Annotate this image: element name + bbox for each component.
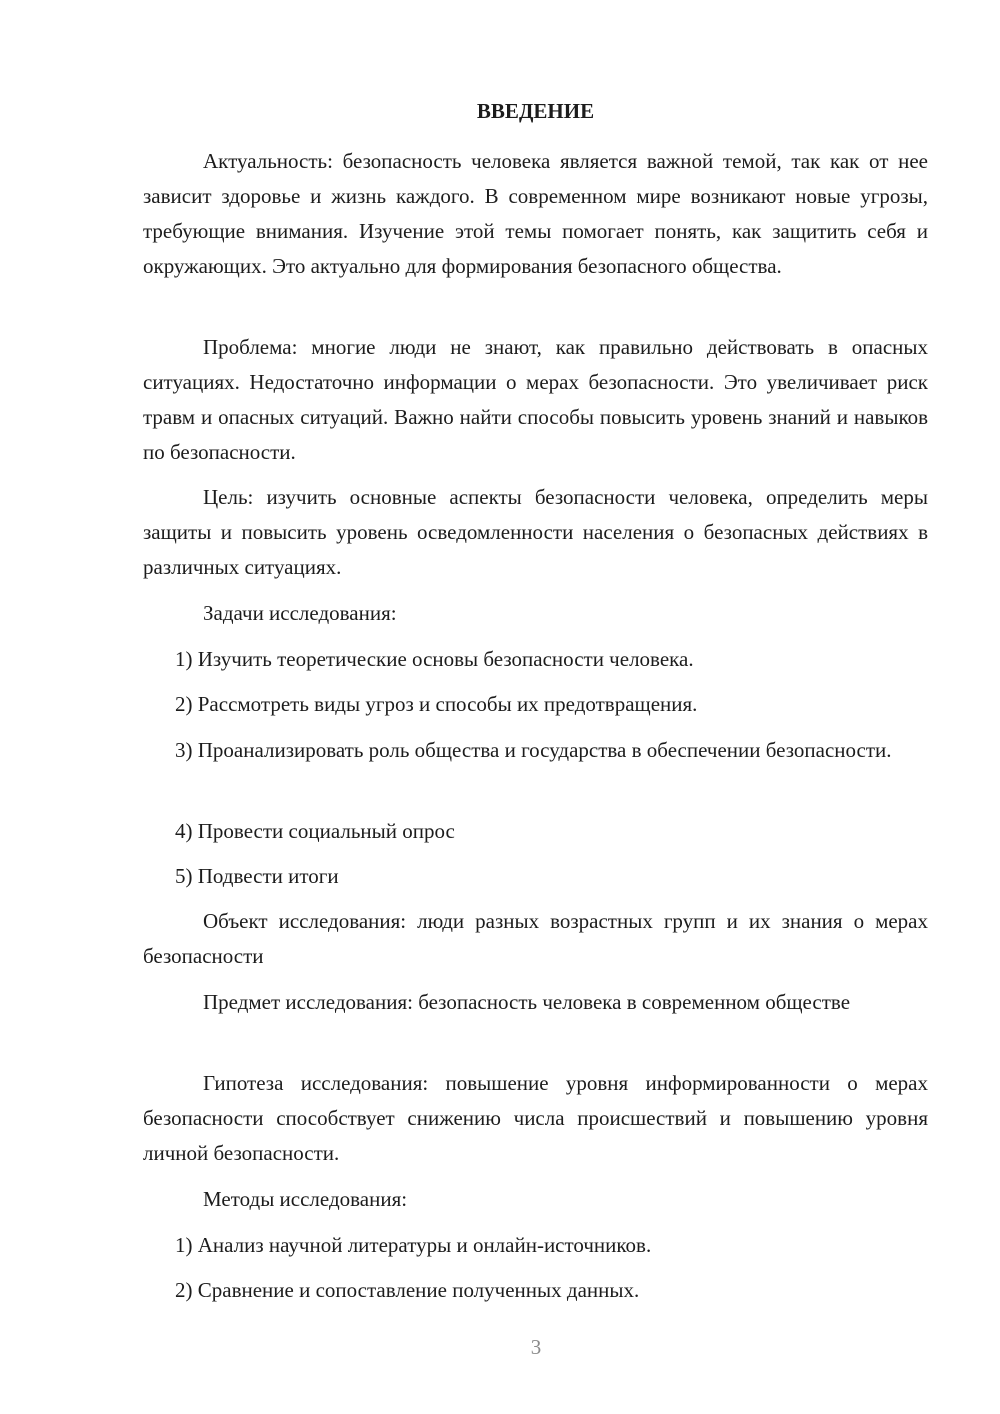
object-paragraph: Объект исследования: люди разных возрастных групп и их знания о мерах безопасности: [143, 909, 928, 968]
methods-heading: Методы исследования:: [203, 1187, 408, 1211]
tasks-heading: Задачи исследования:: [203, 601, 397, 625]
page-title: ВВЕДЕНИЕ: [476, 99, 595, 123]
problem-paragraph: Проблема: многие люди не знают, как правильно действовать в опасных ситуациях. Недостаточно информации о мерах безопасности. Это увеличивает риск травм и опасных ситуаций. Важно найти способы повысить уровень знаний и навыков по безопасности.: [143, 335, 928, 464]
relevance-paragraph: Актуальность: безопасность человека является важной темой, так как от нее зависит здоровье и жизнь каждого. В современном мире возникают новые угрозы, требующие внимания. Изучение этой темы помогает понять, как защитить себя и окружающих. Это актуально для формирования безопасного общества.: [143, 149, 928, 278]
hypothesis-paragraph: Гипотеза исследования: повышение уровня информированности о мерах безопасности способствует снижению числа происшествий и повышению уровня личной безопасности.: [143, 1071, 928, 1165]
task-item-3: 3) Проанализировать роль общества и государства в обеспечении безопасности.: [175, 738, 892, 762]
page-number: 3: [530, 1335, 542, 1359]
method-item-2: 2) Сравнение и сопоставление полученных данных.: [175, 1278, 640, 1302]
task-item-4: 4) Провести социальный опрос: [175, 819, 455, 843]
task-item-2: 2) Рассмотреть виды угроз и способы их предотвращения.: [175, 692, 698, 716]
goal-paragraph: Цель: изучить основные аспекты безопасности человека, определить меры защиты и повысить уровень осведомленности населения о безопасных действиях в различных ситуациях.: [143, 485, 928, 579]
subject-paragraph: Предмет исследования: безопасность человека в современном обществе: [203, 990, 851, 1014]
task-item-1: 1) Изучить теоретические основы безопасности человека.: [175, 647, 694, 671]
method-item-1: 1) Анализ научной литературы и онлайн-источников.: [175, 1233, 652, 1257]
task-item-5: 5) Подвести итоги: [175, 864, 339, 888]
